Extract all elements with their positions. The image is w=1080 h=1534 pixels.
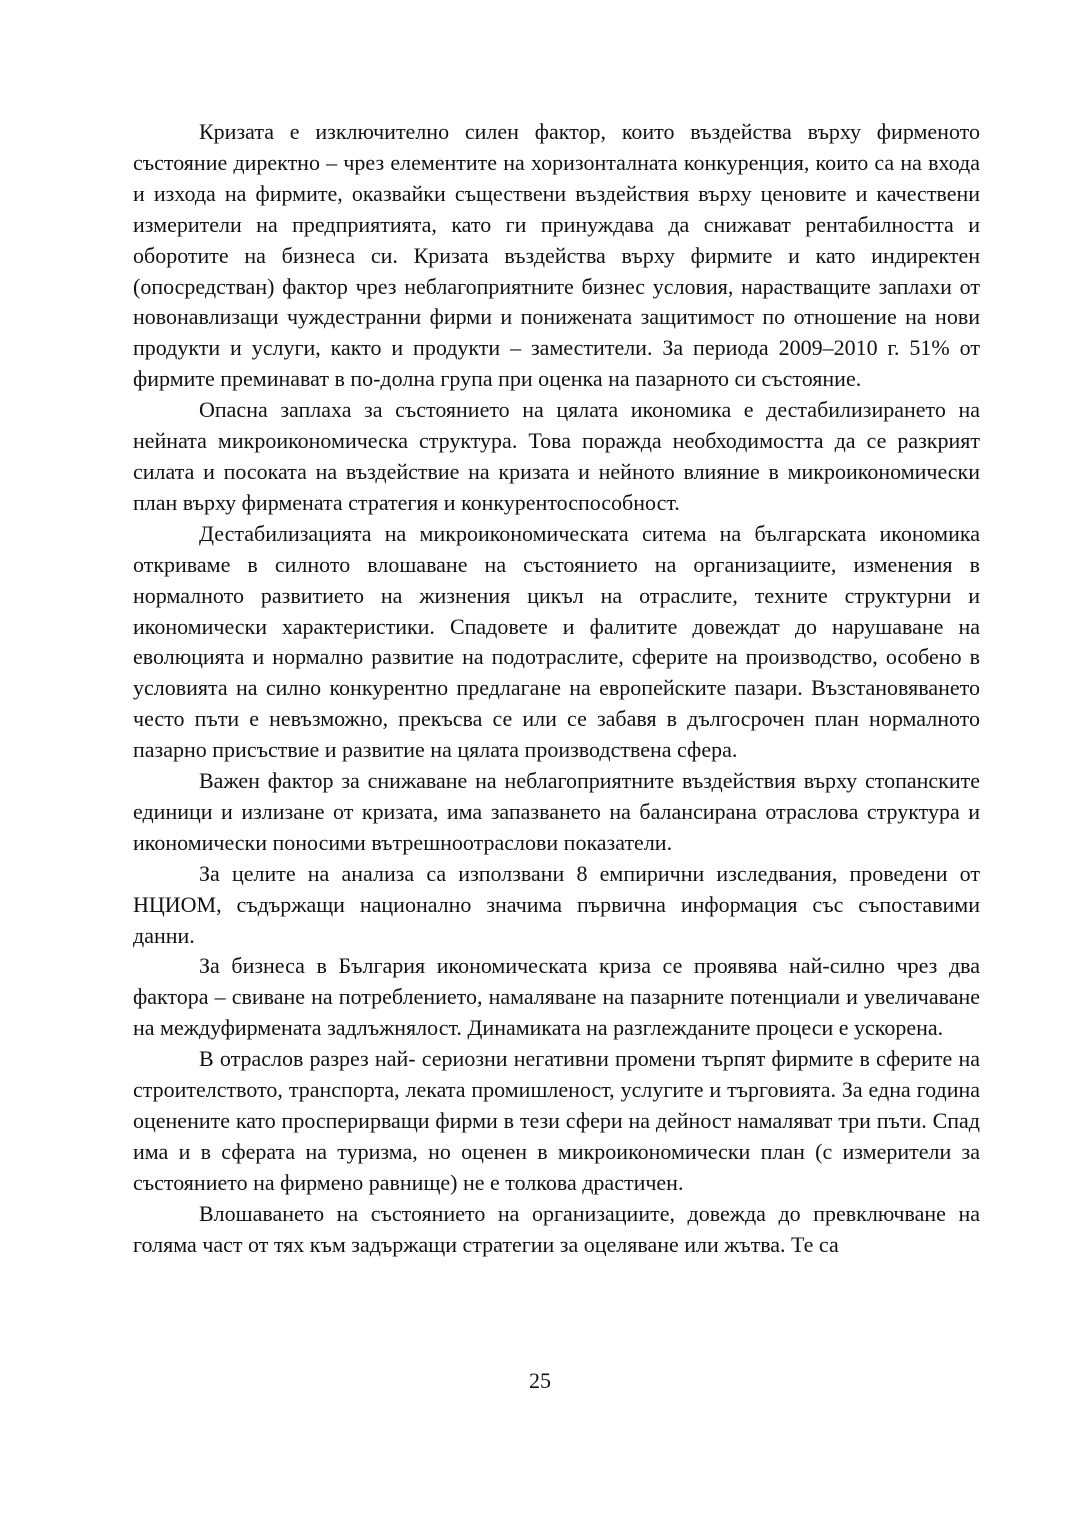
page-number: 25 xyxy=(529,1368,551,1393)
paragraph-5: За целите на анализа са използвани 8 емпирични изследвания, проведени от НЦИОМ, съдържащи национално значима първична информация със съпоставими данни. xyxy=(133,860,980,948)
body-text xyxy=(133,117,980,1261)
paragraph-3: Дестабилизацията на микроикономическата ситема на българската икономика откриваме в силното влошаване на състоянието на организациите, изменения в нормалното развитието на жизнения цикъл на отраслите, техните структурни и икономически характеристики. Спадовете и фалитите довеждат до нарушаване на еволюцията и нормално развитие на подотраслите, сферите на производство, особено в условията на силно конкурентно предлагане на европейските пазари. Възстановяването често пъти е невъзможно, прекъсва се или се забавя в дългосрочен план нормалното пазарно присъствие и развитие на цялата производствена сфера. xyxy=(133,520,980,763)
paragraph-6: За бизнеса в България икономическата криза се проявява най-силно чрез два фактора – свиване на потреблението, намаляване на пазарните потенциали и увеличаване на междуфирмената задлъжнялост. Динамиката на разглежданите процеси е ускорена. xyxy=(133,953,980,1041)
paragraph-8: Влошаването на състоянието на организациите, довежда до превключване на голяма част от тях към задържащи стратегии за оцеляване или жътва. Те са xyxy=(133,1200,980,1257)
paragraph-4: Важен фактор за снижаване на неблагоприятните въздействия върху стопанските единици и излизане от кризата, има запазването на балансирана отраслова структура и икономически поносими вътрешноотраслови показатели. xyxy=(133,768,980,855)
paragraph-7: В отраслов разрез най- сериозни негативни промени търпят фирмите в сферите на строителството, транспорта, леката промишленост, услугите и търговията. За една година оценените като просперирващи фирми в тези сфери на дейност намаляват три пъти. Спад има и в сферата на туризма, но оценен в микроикономически план (с измерители за състоянието на фирмено равнище) не е толкова драстичен. xyxy=(133,1046,980,1195)
paragraph-2: Опасна заплаха за състоянието на цялата икономика е дестабилизирането на нейната микроикономическа структура. Това поражда необходимостта да се разкрият силата и посоката на въздействие на кризата и нейното влияние в микроикономически план върху фирмената стратегия и конкурентоспособност. xyxy=(133,397,980,515)
paragraph-1: Кризата е изключително силен фактор, които въздейства върху фирменото състояние директно – чрез елементите на хоризонталната конкуренция, които са на входа и изхода на фирмите, оказвайки съществени въздействия върху ценовите и качествени измерители на предприятията, като ги принуждава да снижават рентабилността и оборотите на бизнеса си. Кризата въздейства върху фирмите и като индиректен (опосредстван) фактор чрез неблагоприятните бизнес условия, нарастващите заплахи от новонавлизащи чуждестранни фирми и понижената защитимост по отношение на нови продукти и услуги, както и продукти – заместители. За периода 2009–2010 г. 51% от фирмите преминават в по-долна група при оценка на пазарното си състояние. xyxy=(133,119,980,392)
